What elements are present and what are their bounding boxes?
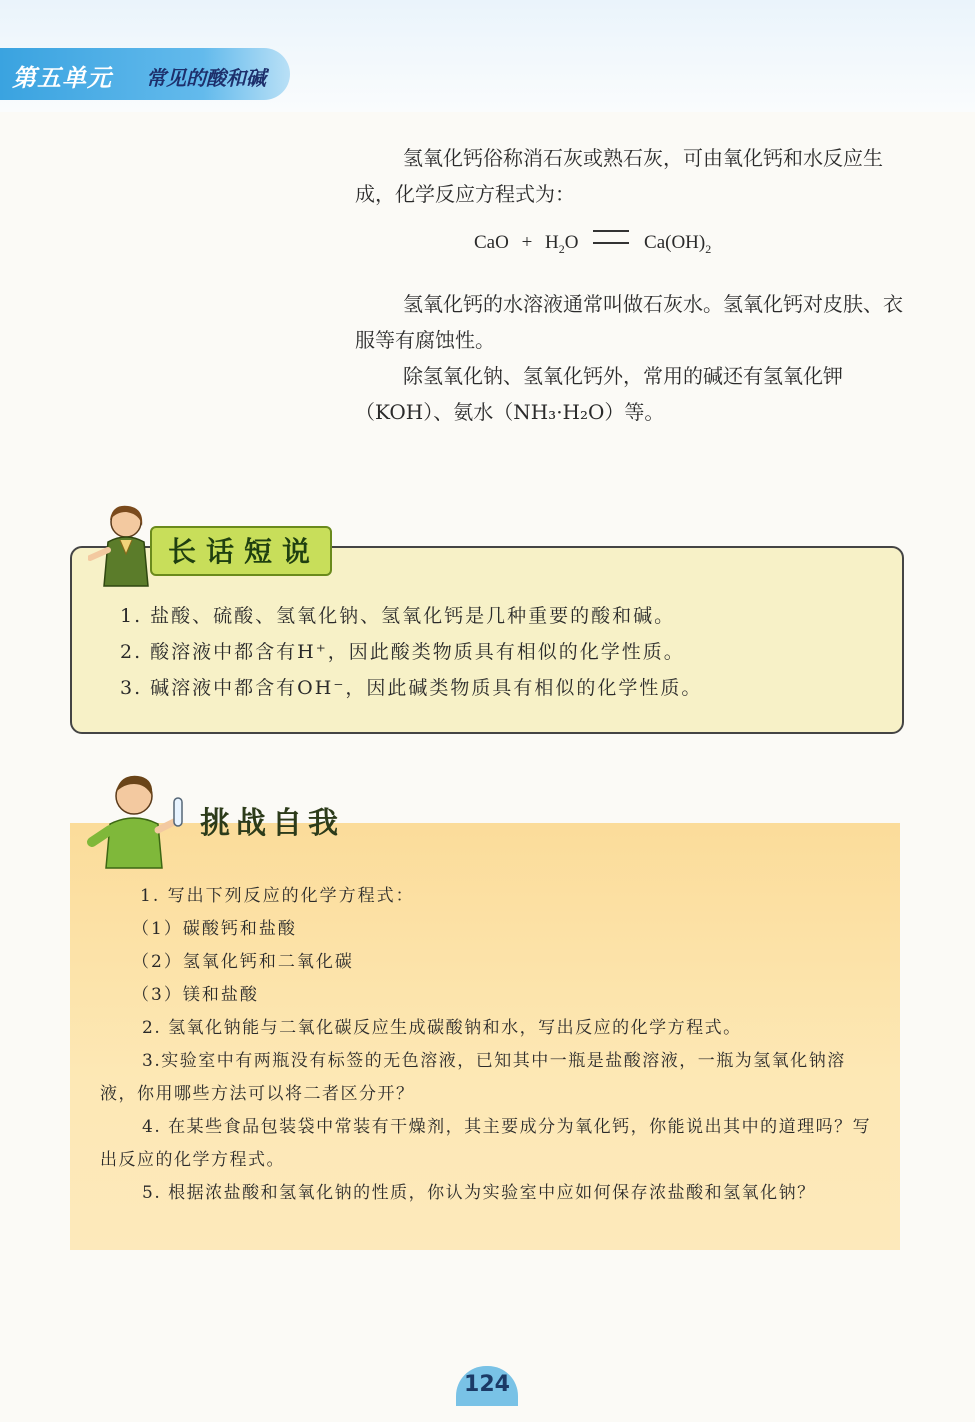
question-1: 1. 写出下列反应的化学方程式： — [140, 886, 415, 906]
question-2: 2. 氢氧化钠能与二氧化碳反应生成碳酸钠和水，写出反应的化学方程式。 — [142, 1018, 742, 1038]
summary-item: 1. 盐酸、硫酸、氢氧化钠、氢氧化钙是几种重要的酸和碱。 — [120, 605, 676, 627]
eq-plus: + — [521, 232, 533, 253]
boy-with-test-tube-illustration-icon — [86, 768, 190, 870]
summary-item: 2. 酸溶液中都含有H⁺，因此酸类物质具有相似的化学性质。 — [120, 641, 685, 663]
eq-product: $Ca(OH)_2$ — [644, 232, 712, 256]
chemical-equation — [474, 232, 711, 257]
eq-reactant-a: CaO — [474, 232, 509, 253]
unit-label: 第五单元 — [12, 64, 112, 92]
summary-title: 长话短说 — [168, 535, 321, 568]
paragraph-limewater: 氢氧化钙的水溶液通常叫做石灰水。氢氧化钙对皮肤、衣服等有腐蚀性。 — [355, 292, 903, 352]
girl-illustration-icon — [88, 500, 160, 590]
eq-equal-sign — [593, 230, 629, 244]
paragraph-calcium-hydroxide: 氢氧化钙俗称消石灰或熟石灰，可由氧化钙和水反应生成，化学反应方程式为： — [355, 146, 883, 206]
eq-reactant-b: $H_2O$ — [545, 232, 579, 256]
summary-list — [120, 598, 702, 706]
question-5: 5. 根据浓盐酸和氢氧化钠的性质，你认为实验室中应如何保存浓盐酸和氢氧化钠？ — [142, 1183, 816, 1203]
summary-item: 3. 碱溶液中都含有OH⁻，因此碱类物质具有相似的化学性质。 — [120, 677, 703, 699]
challenge-title: 挑战自我 — [200, 806, 344, 841]
page-number: 124 — [464, 1372, 510, 1397]
question-1-item: （1）碳酸钙和盐酸 — [132, 919, 297, 939]
question-1-item: （2）氢氧化钙和二氧化碳 — [132, 952, 354, 972]
question-1-item: （3）镁和盐酸 — [132, 985, 259, 1005]
question-4: 4. 在某些食品包装袋中常装有干燥剂，其主要成分为氧化钙，你能说出其中的道理吗？写出反应的化学方程式。 — [100, 1117, 872, 1170]
paragraph-other-bases: 除氢氧化钠、氢氧化钙外，常用的碱还有氢氧化钾（KOH）、氨水（NH₃·H₂O）等。 — [355, 364, 843, 424]
question-3: 3.实验室中有两瓶没有标签的无色溶液，已知其中一瓶是盐酸溶液，一瓶为氢氧化钠溶液，你用哪些方法可以将二者区分开？ — [100, 1051, 846, 1104]
unit-topic: 常见的酸和碱 — [146, 66, 266, 90]
